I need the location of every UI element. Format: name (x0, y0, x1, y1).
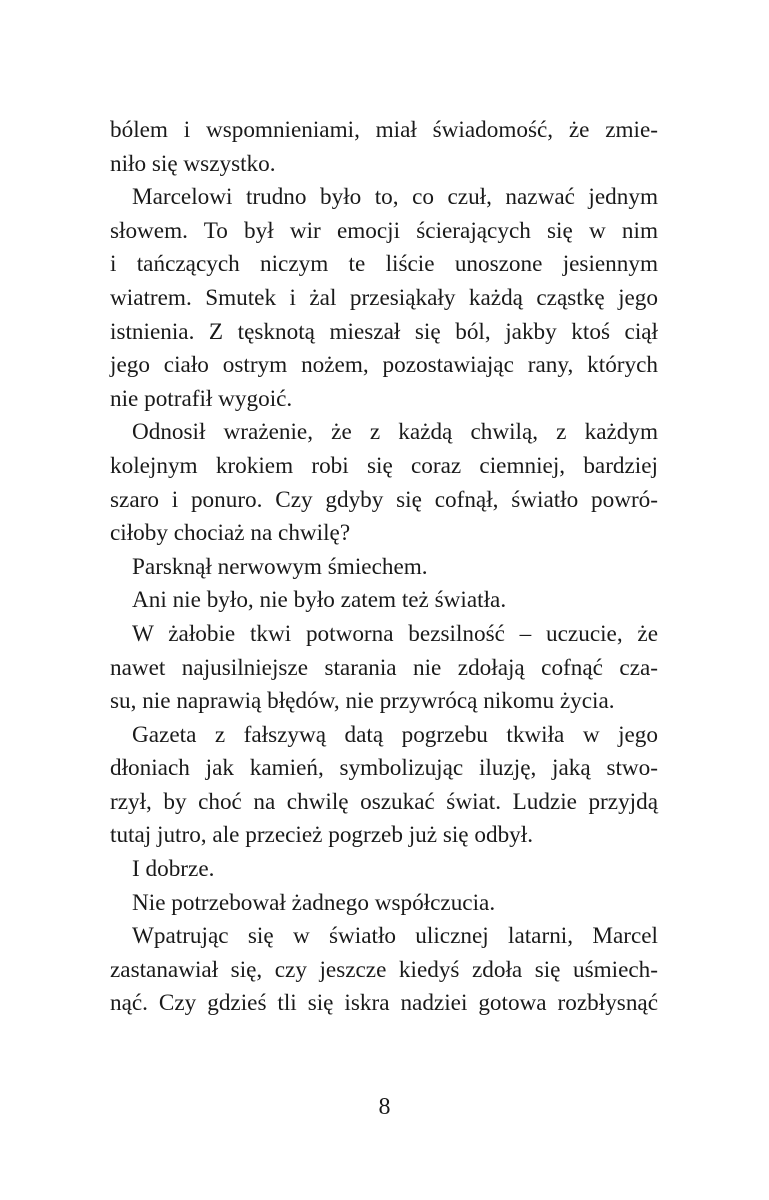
paragraph (110, 618, 658, 719)
text-line: Ani nie było, nie było zatem też światła. (132, 587, 507, 614)
text-line: Nie potrzebował żadnego współczucia. (132, 889, 496, 916)
text-line: W żałobie tkwi potworna bezsilność – uczucie, że (132, 620, 658, 647)
paragraph (110, 920, 658, 1021)
text-line: i tańczących niczym te liście unoszone jesiennym (110, 251, 658, 278)
text-line: istnienia. Z tęsknotą mieszał się ból, jakby ktoś ciął (110, 318, 658, 345)
text-line: niło się wszystko. (110, 150, 276, 177)
text-line: su, nie naprawią błędów, nie przywrócą nikomu życia. (110, 688, 615, 715)
text-line: Odnosił wrażenie, że z każdą chwilą, z każdym (132, 419, 658, 446)
text-line: Wpatrując się w światło ulicznej latarni, Marcel (132, 923, 658, 950)
text-line: bólem i wspomnieniami, miał świadomość, że zmie- (110, 117, 658, 143)
text-line: kolejnym krokiem robi się coraz ciemniej, bardziej (110, 452, 658, 479)
text-line: tutaj jutro, ale przecież pogrzeb już się odbył. (110, 822, 534, 849)
text-line: Marcelowi trudno było to, co czuł, nazwać jednym (132, 184, 658, 211)
page-body (110, 114, 658, 1021)
text-line: rzył, by choć na chwilę oszukać świat. Ludzie przyjdą (110, 788, 658, 815)
text-line: Gazeta z fałszywą datą pogrzebu tkwiła w jego (132, 721, 658, 748)
paragraph (110, 719, 658, 853)
text-line: wiatrem. Smutek i żal przesiąkały każdą cząstkę jego (110, 284, 658, 311)
text-line: słowem. To był wir emocji ścierających się w nim (110, 217, 658, 244)
text-line: I dobrze. (132, 856, 215, 883)
text-line: nawet najusilniejsze starania nie zdołają cofnąć cza- (110, 654, 658, 681)
page-number: 8 (378, 1094, 391, 1120)
text-line: nie potrafił wygoić. (110, 385, 293, 412)
paragraph (110, 853, 658, 887)
paragraph (110, 181, 658, 416)
text-line: ciłoby chociaż na chwilę? (110, 520, 351, 547)
text-line: szaro i ponuro. Czy gdyby się cofnął, światło powró- (110, 486, 658, 513)
paragraph (110, 584, 658, 618)
text-line: zastanawiał się, czy jeszcze kiedyś zdoła się uśmiech- (110, 956, 658, 983)
text-line: jego ciało ostrym nożem, pozostawiając rany, których (110, 352, 658, 379)
text-line: Parsknął nerwowym śmiechem. (132, 553, 428, 580)
text-line: dłoniach jak kamień, symbolizując iluzję, jaką stwo- (110, 755, 658, 782)
paragraph (110, 416, 658, 550)
paragraph (110, 551, 658, 585)
paragraph (110, 114, 658, 181)
text-line: nąć. Czy gdzieś tli się iskra nadziei gotowa rozbłysnąć (110, 990, 658, 1017)
paragraph (110, 887, 658, 921)
